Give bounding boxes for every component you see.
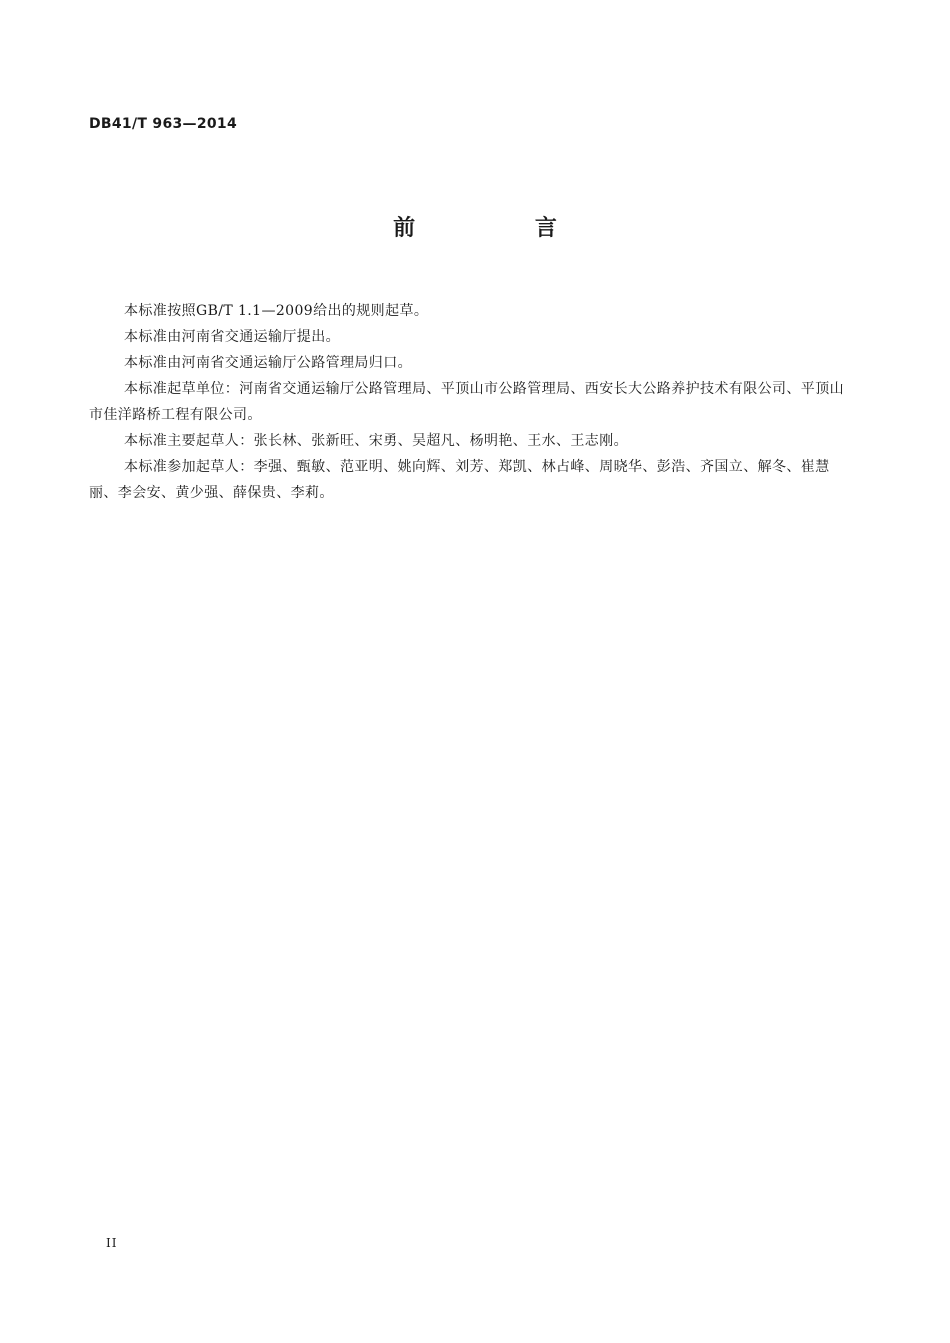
foreword-body	[89, 298, 849, 506]
paragraph-participating-drafters: 本标准参加起草人：李强、甄敏、范亚明、姚向辉、刘芳、郑凯、林占峰、周晓华、彭浩、齐国立、解冬、崔慧丽、李会安、黄少强、薛保贵、李莉。	[89, 459, 830, 501]
paragraph-drafting-rules: 本标准按照GB/T 1.1—2009给出的规则起草。	[124, 303, 429, 319]
page-title: 前 言	[393, 216, 613, 241]
page-number: II	[106, 1236, 118, 1250]
paragraph-drafting-units: 本标准起草单位：河南省交通运输厅公路管理局、平顶山市公路管理局、西安长大公路养护技术有限公司、平顶山市佳洋路桥工程有限公司。	[89, 381, 844, 423]
paragraph-main-drafters: 本标准主要起草人：张长林、张新旺、宋勇、吴超凡、杨明艳、王水、王志刚。	[124, 433, 628, 449]
standard-code: DB41/T 963—2014	[89, 116, 237, 132]
paragraph-proposer: 本标准由河南省交通运输厅提出。	[124, 329, 340, 345]
paragraph-administrator: 本标准由河南省交通运输厅公路管理局归口。	[124, 355, 412, 371]
